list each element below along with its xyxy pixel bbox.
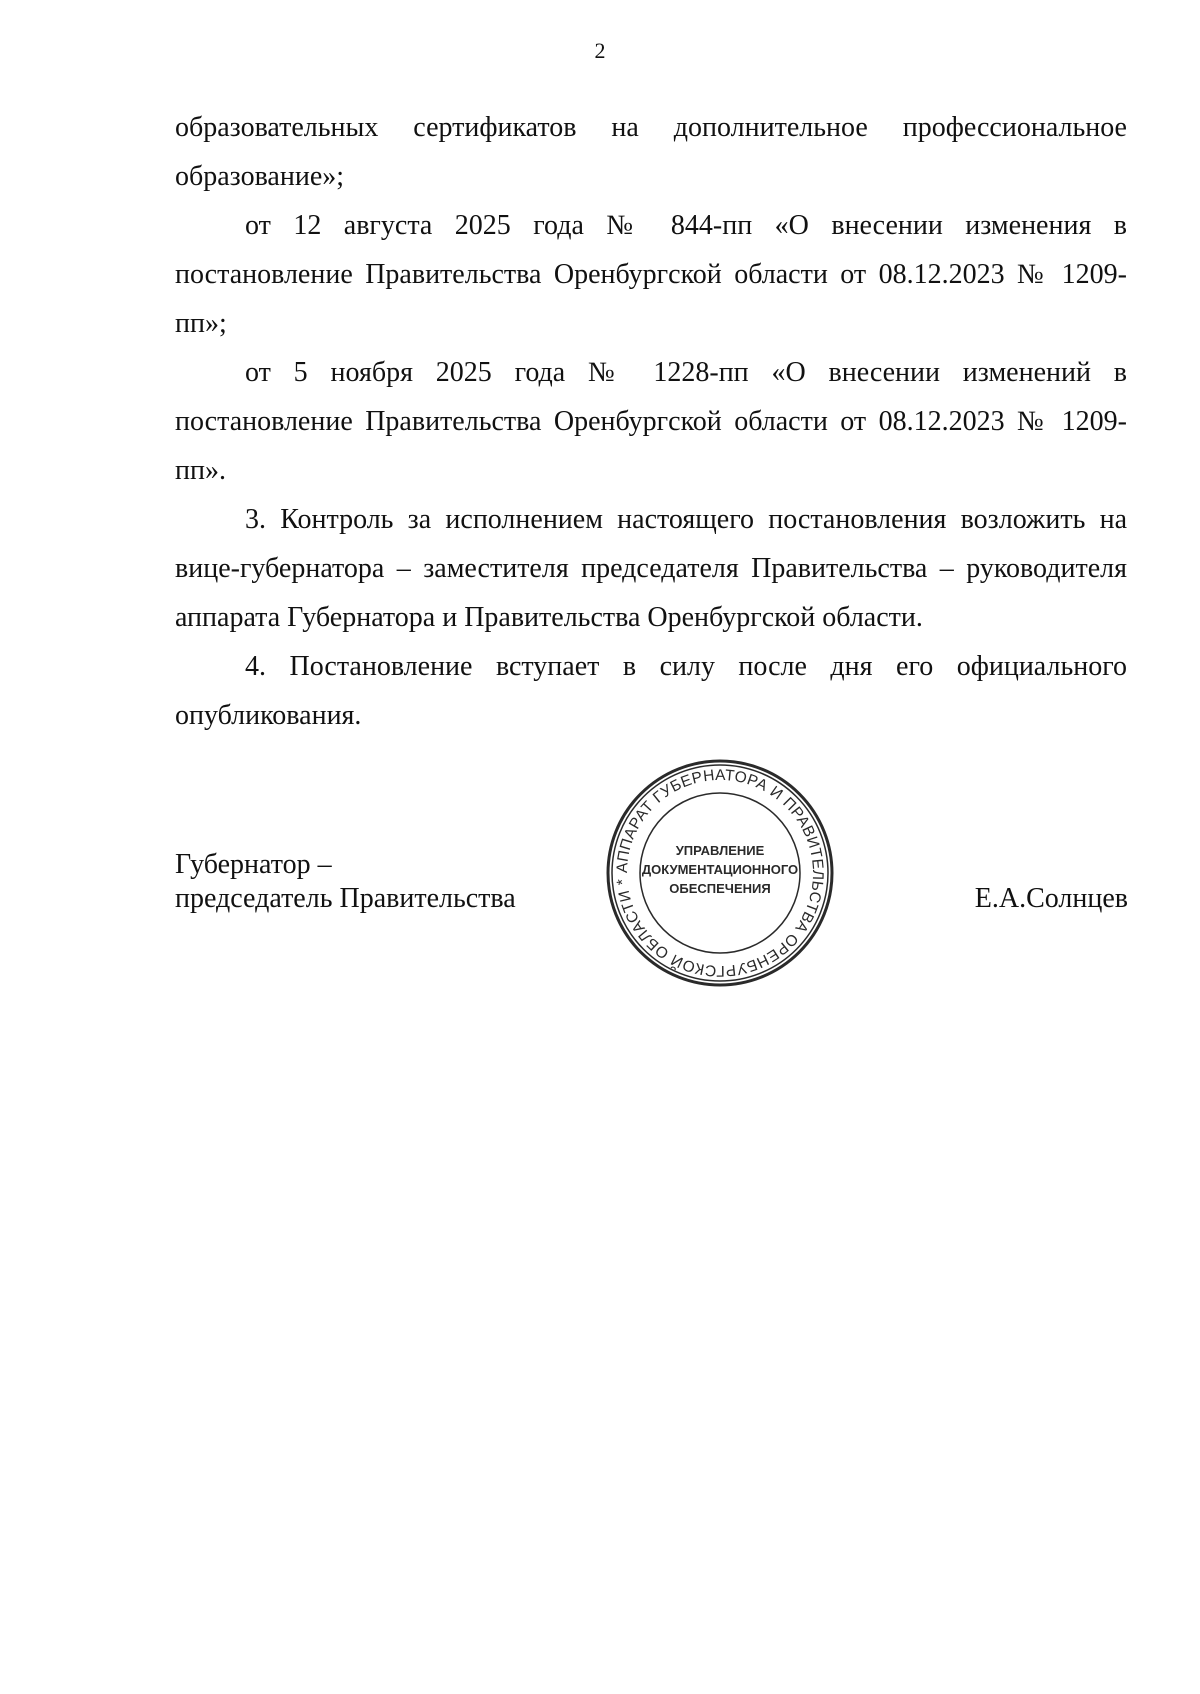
seal-center-line2: ДОКУМЕНТАЦИОННОГО — [641, 862, 799, 877]
seal-ring-text: АППАРАТ ГУБЕРНАТОРА И ПРАВИТЕЛЬСТВА ОРЕНБУРГСКОЙ ОБЛАСТИ * — [613, 766, 827, 980]
document-body — [175, 103, 1127, 740]
official-seal-stamp — [604, 757, 836, 989]
paragraph-control: 3. Контроль за исполнением настоящего постановления возложить на вице-губернатора – заместителя председателя Правительства – руководителя аппарата Губернатора и Правительства Оренбургской области. — [175, 504, 1127, 633]
paragraph-amendment-844: от 12 августа 2025 года № 844-пп «О внесении изменения в постановление Правительства Оренбургской области от 08.12.2023 № 1209-пп»; — [175, 210, 1127, 339]
signatory-position — [175, 848, 516, 916]
seal-center-line3: ОБЕСПЕЧЕНИЯ — [669, 881, 771, 896]
signatory-position-line2: председатель Правительства — [175, 883, 516, 914]
paragraph-amendment-1228: от 5 ноября 2025 года № 1228-пп «О внесении изменений в постановление Правительства Оренбургской области от 08.12.2023 № 1209-пп». — [175, 357, 1127, 486]
seal-center-line1: УПРАВЛЕНИЕ — [675, 843, 765, 858]
signatory-name: Е.А.Солнцев — [974, 883, 1128, 914]
paragraph-continuation: образовательных сертификатов на дополнительное профессиональное образование»; — [175, 112, 1127, 192]
paragraph-entry-into-force: 4. Постановление вступает в силу после дня его официального опубликования. — [175, 651, 1127, 731]
signatory-position-line1: Губернатор – — [175, 849, 332, 880]
page-number: 2 — [594, 38, 606, 63]
